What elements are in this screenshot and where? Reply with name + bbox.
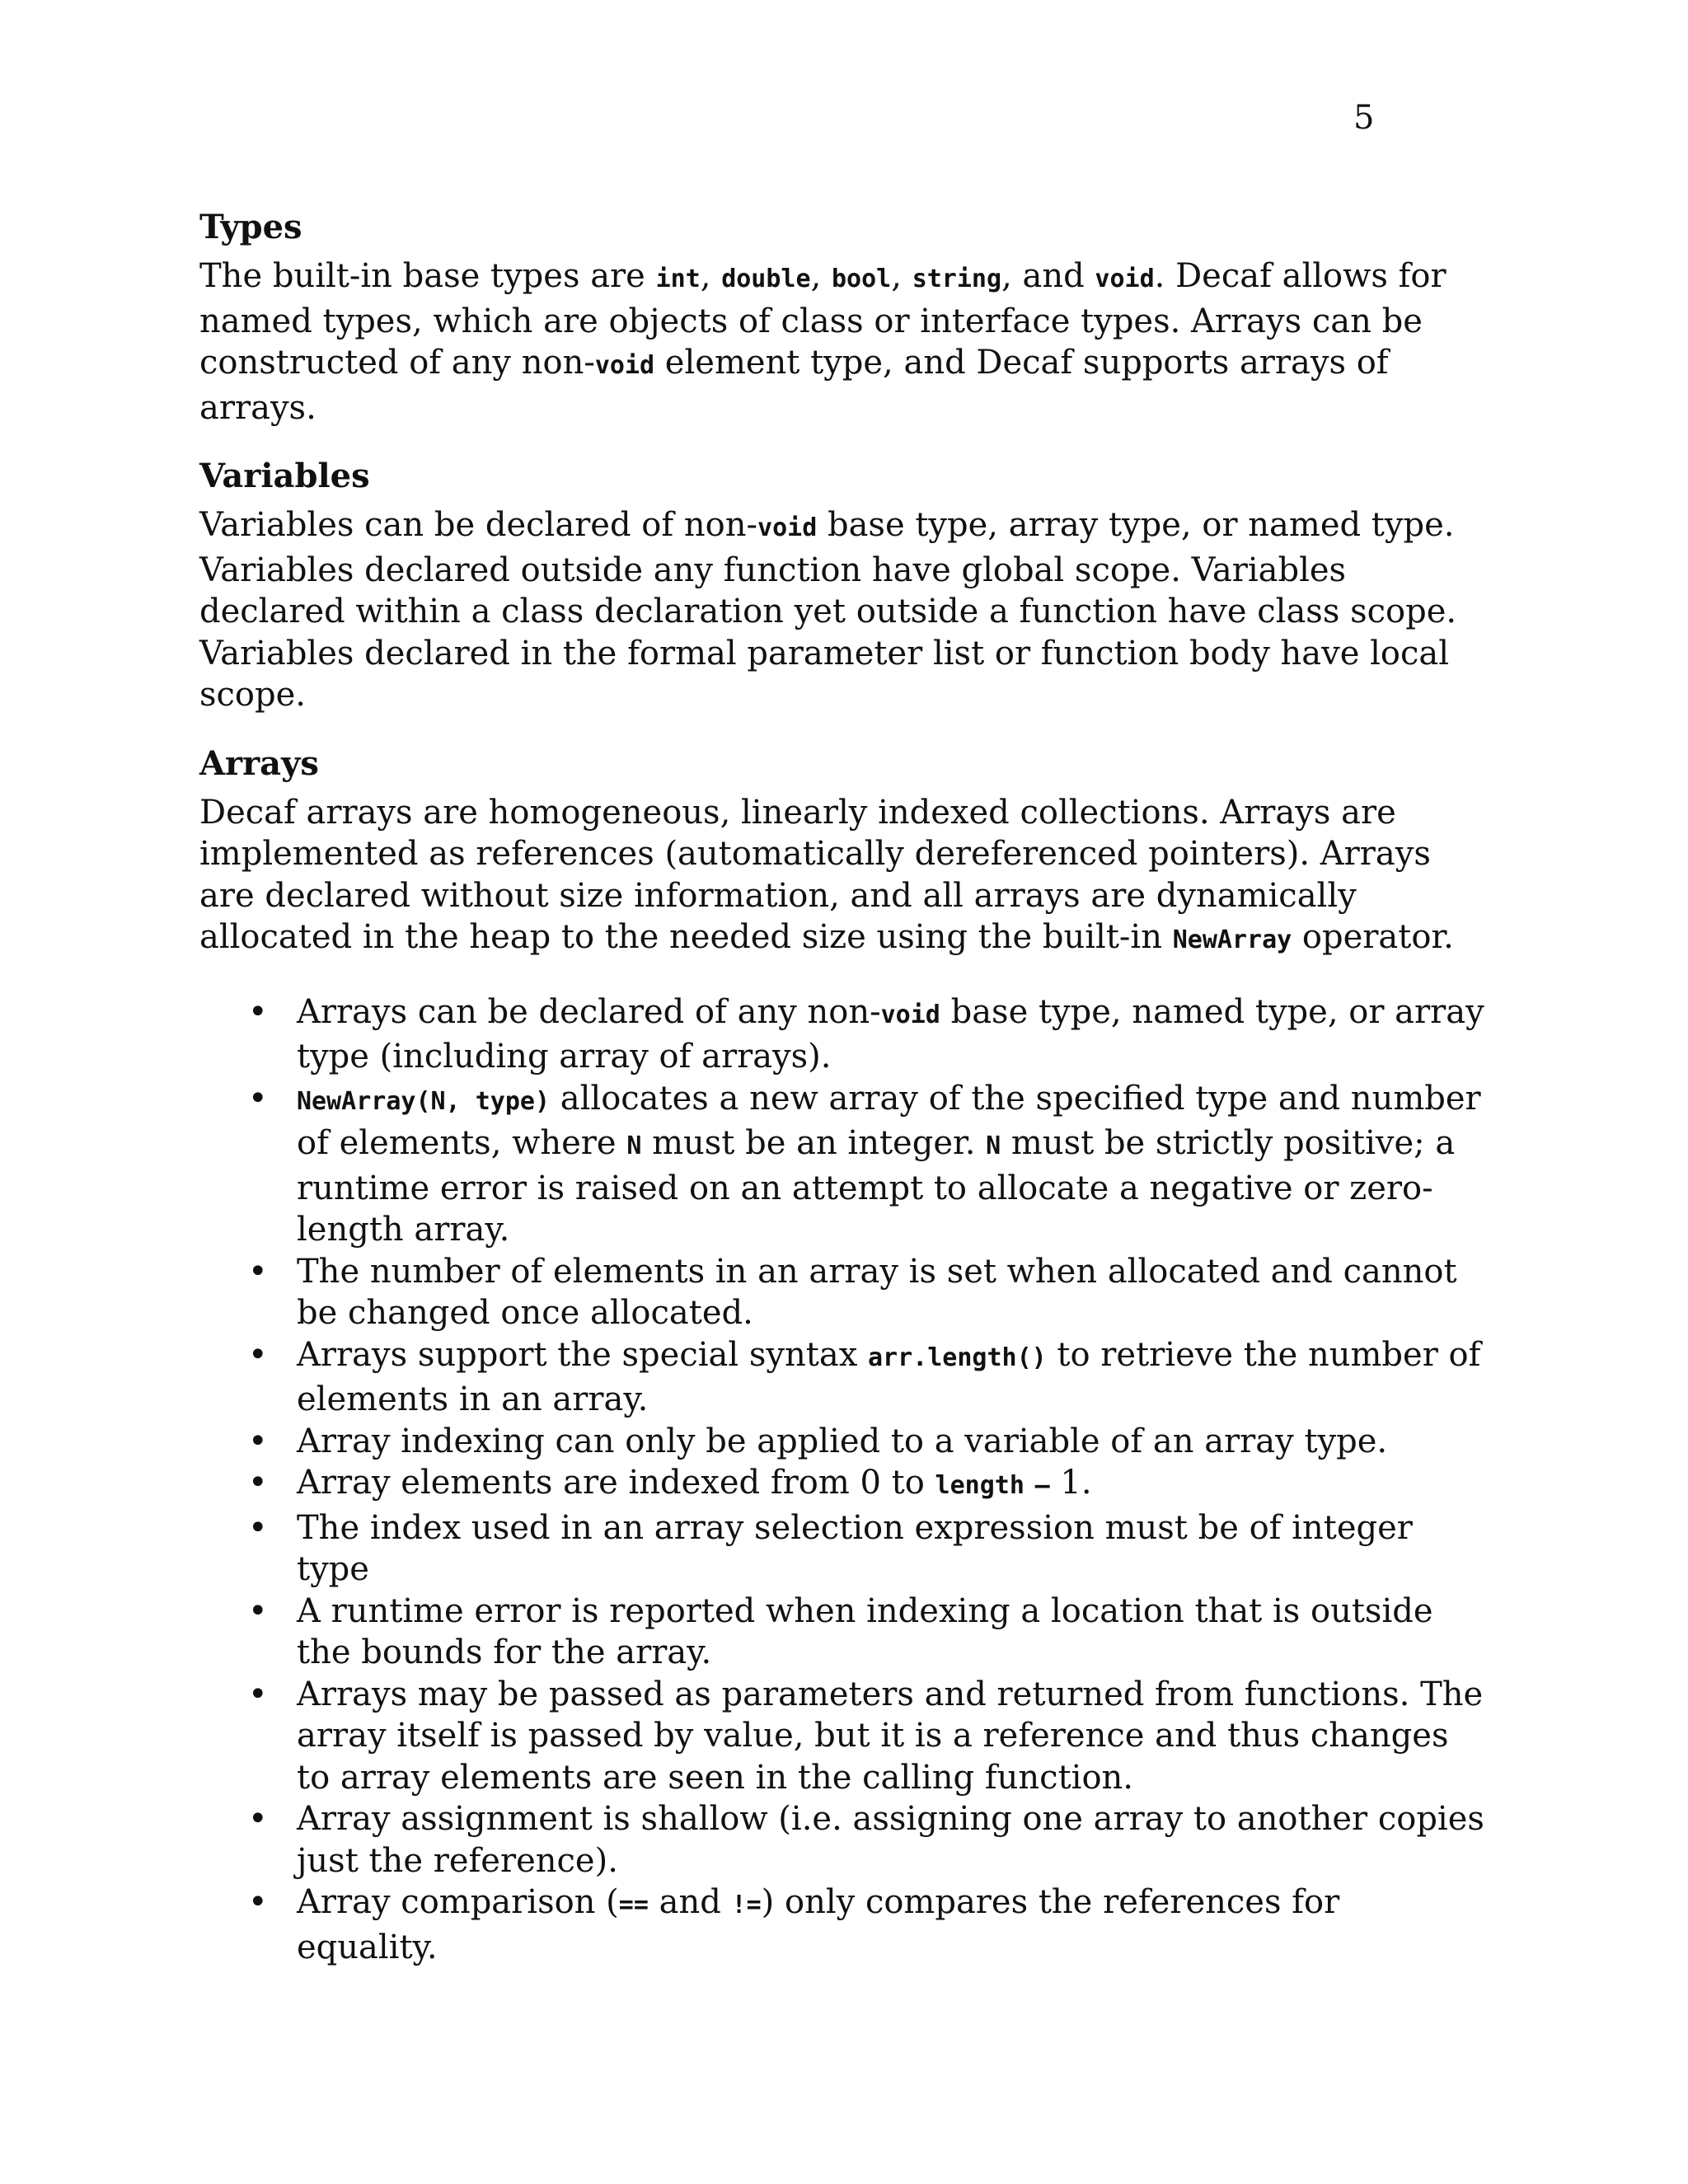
text-run: , (700, 257, 722, 295)
section-variables (199, 455, 1485, 716)
text-run: and (648, 1883, 732, 1921)
bullet-text (297, 1883, 1339, 1966)
text-run: Arrays can be declared of any non- (297, 992, 881, 1031)
list-item (199, 1334, 1485, 1421)
text-run: 1. (1049, 1464, 1092, 1502)
bullet-icon: • (248, 1883, 268, 1921)
list-item (199, 991, 1485, 1078)
inline-code: double (721, 265, 811, 293)
list-item (199, 1421, 1485, 1463)
bullet-icon: • (248, 1800, 268, 1838)
section-title-types: Types (199, 208, 302, 246)
bullet-icon: • (248, 1422, 268, 1460)
text-run: Decaf arrays are homogeneous, linearly indexed collections. Arrays are implemented as references (automatically dereferenced pointers). Arrays are declared without size information, and all arrays are dynamically allocated in the heap to the needed size using the built-in (199, 793, 1431, 956)
bullet-text (297, 1336, 1480, 1419)
bullet-icon: • (248, 992, 268, 1031)
section-title-arrays: Arrays (199, 743, 319, 783)
bullet-icon: • (248, 1079, 268, 1118)
text-run: Array comparison ( (297, 1883, 619, 1921)
variables-paragraph (199, 504, 1485, 716)
text-run: A runtime error is reported when indexing a location that is outside the bounds for the array. (297, 1591, 1433, 1671)
text-run: , (891, 257, 912, 295)
bullet-icon: • (248, 1252, 268, 1291)
text-run: element type, and Decaf supports arrays of arrays. (199, 344, 1389, 427)
inline-code: void (594, 351, 655, 380)
section-title-variables: Variables (199, 457, 370, 495)
bullet-icon: • (248, 1508, 268, 1547)
text-run: Array assignment is shallow (i.e. assigning one array to another copies just the reference). (297, 1800, 1484, 1880)
text-run: base type, named type, or array type (including array of arrays). (297, 992, 1484, 1076)
inline-code: == (618, 1891, 649, 1919)
list-item (199, 1462, 1485, 1507)
text-run (1025, 1464, 1035, 1502)
inline-code: bool (832, 265, 892, 293)
text-run: must be an integer. (641, 1124, 987, 1162)
page-number: 5 (1353, 99, 1375, 137)
bullet-text (297, 1464, 1092, 1502)
types-paragraph (199, 255, 1485, 429)
inline-code: void (757, 513, 818, 542)
inline-code: void (1095, 265, 1155, 293)
text-run: ) only compares the references for equality. (297, 1883, 1340, 1966)
bullet-icon: • (248, 1591, 268, 1630)
text-run: The index used in an array selection expression must be of integer type (297, 1508, 1413, 1588)
text-run: Array elements are indexed from 0 to (297, 1464, 935, 1502)
bullet-icon: • (248, 1675, 268, 1713)
inline-code: N (626, 1132, 642, 1160)
section-types (199, 206, 1485, 429)
bullet-text (297, 993, 1484, 1076)
inline-code: length (935, 1471, 1025, 1500)
inline-code: N (986, 1132, 1001, 1160)
text-run: Arrays may be passed as parameters and returned from functions. The array itself is passed by value, but it is a reference and thus changes to array elements are seen in the calling function. (297, 1675, 1484, 1797)
text-run: allocates a new array of the specified type and number of elements, where (297, 1079, 1481, 1162)
text-run: Arrays support the special syntax (297, 1335, 868, 1374)
text-run: base type, array type, or named type. Variables declared outside any function have global scope. Variables declared within a class declaration yet outside a function have class scope. Variables declared in the formal parameter list or function body have local scope. (199, 506, 1457, 714)
text-run: Variables can be declared of non- (199, 506, 758, 544)
bullet-text (297, 1800, 1484, 1880)
inline-code: arr.length() (867, 1343, 1047, 1372)
text-run: operator. (1292, 918, 1454, 956)
bullet-text (297, 1253, 1457, 1333)
arrays-paragraph (199, 792, 1485, 962)
text-run: to retrieve the number of elements in an array. (297, 1335, 1481, 1418)
text-run: , and (1001, 257, 1095, 295)
inline-code: NewArray(N, type) (297, 1086, 551, 1116)
list-item (199, 1591, 1485, 1674)
text-run: Array indexing can only be applied to a variable of an array type. (297, 1422, 1388, 1460)
list-item (199, 1078, 1485, 1251)
text-run: must be strictly positive; a runtime error is raised on an attempt to allocate a negative or zero-length array. (297, 1124, 1456, 1249)
inline-code: – (1034, 1471, 1050, 1500)
text-run: , (810, 257, 832, 295)
inline-code: != (731, 1891, 762, 1919)
inline-code: void (880, 1000, 940, 1029)
list-item (199, 1882, 1485, 1968)
text-run: The number of elements in an array is set when allocated and cannot be changed once allocated. (297, 1252, 1457, 1332)
bullet-text (297, 1592, 1433, 1672)
text-run: The built-in base types are (199, 257, 656, 295)
bullet-text (297, 1509, 1413, 1589)
list-item (199, 1674, 1485, 1799)
text-run: . Decaf allows for named types, which are objects of class or interface types. Arrays can be constructed of any non- (199, 257, 1447, 382)
bullet-icon: • (248, 1335, 268, 1374)
list-item (199, 1507, 1485, 1591)
inline-code: NewArray (1172, 926, 1292, 954)
list-item (199, 1798, 1485, 1882)
bullet-text (297, 1675, 1483, 1797)
bullet-text (297, 1422, 1387, 1460)
bullet-icon: • (248, 1464, 268, 1502)
inline-code: string (912, 265, 1002, 293)
bullet-text (297, 1080, 1481, 1249)
arrays-bullet-list (199, 991, 1485, 1969)
page-content (199, 206, 1485, 1975)
inline-code: int (655, 265, 701, 293)
section-arrays (199, 743, 1485, 1969)
list-item (199, 1251, 1485, 1334)
